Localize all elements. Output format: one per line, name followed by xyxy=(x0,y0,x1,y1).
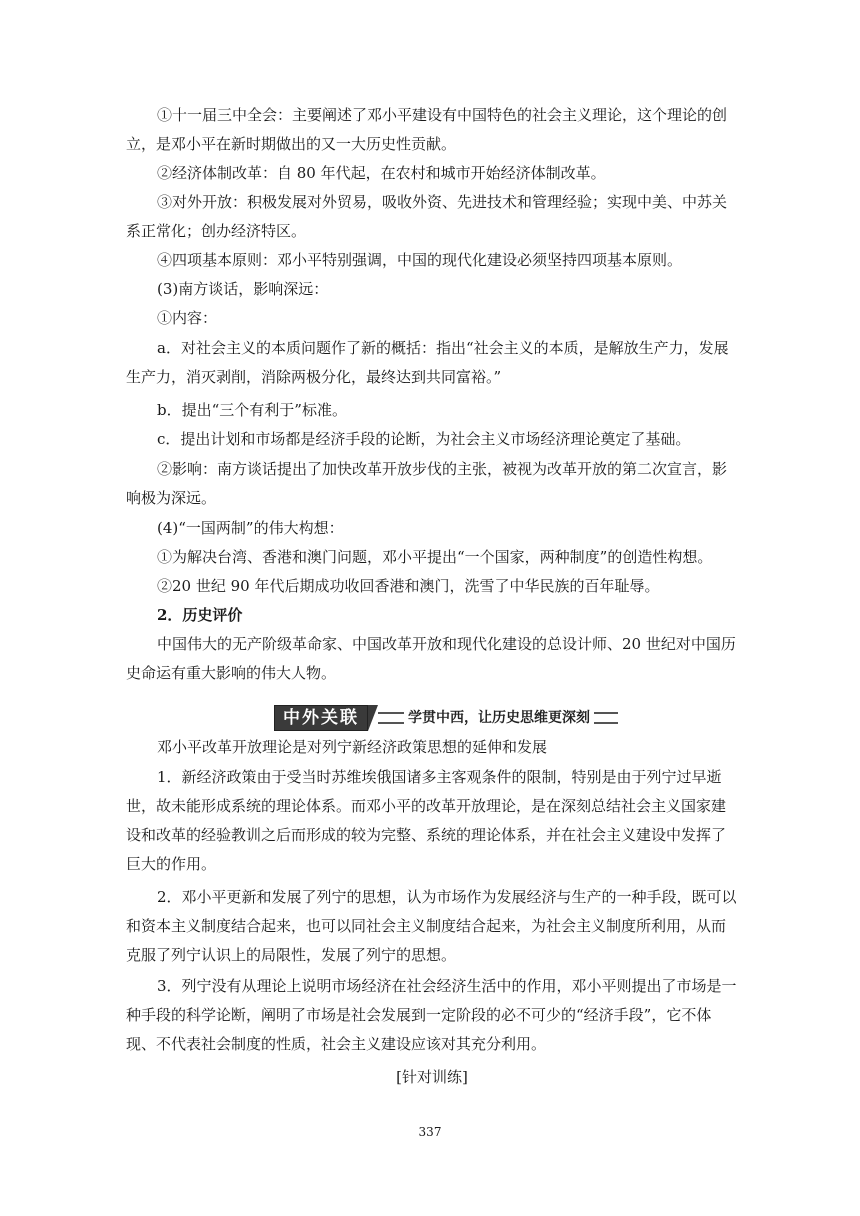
banner-subtitle: 学贯中西，让历史思维更深刻 xyxy=(404,707,594,729)
page-number: 337 xyxy=(418,1125,442,1139)
paragraph-item-b: b．提出“三个有利于”标准。 xyxy=(157,401,347,419)
banner-label: 中外关联 xyxy=(274,705,368,731)
practice-heading: [针对训练] xyxy=(396,1068,468,1086)
paragraph-point-1: 1．新经济政策由于受当时苏维埃俄国诸多主客观条件的限制，特别是由于列宁过早逝世，故未能形成系统的理论体系。而邓小平的改革开放理论，是在深刻总结社会主义国家建设和改革的经验教训之后而形成的较为完整、系统的理论体系，并在社会主义建设中发挥了巨大的作用。 xyxy=(126,768,727,873)
paragraph-one-country-two-systems-heading: (4)“一国两制”的伟大构想： xyxy=(157,519,344,537)
paragraph-item-a: a．对社会主义的本质问题作了新的概括：指出“社会主义的本质，是解放生产力，发展生产力，消灭剥削，消除两极分化，最终达到共同富裕。” xyxy=(126,339,729,386)
paragraph-third-plenum: ①十一届三中全会：主要阐述了邓小平建设有中国特色的社会主义理论，这个理论的创立，是邓小平在新时期做出的又一大历史性贡献。 xyxy=(126,106,728,153)
paragraph-opening-up: ③对外开放：积极发展对外贸易，吸收外资、先进技术和管理经验；实现中美、中苏关系正常化；创办经济特区。 xyxy=(126,193,728,240)
paragraph-southern-talks-heading: (3)南方谈话，影响深远： xyxy=(157,280,329,298)
paragraph-economic-reform: ②经济体制改革：自 80 年代起，在农村和城市开始经济体制改革。 xyxy=(157,164,606,182)
section-banner xyxy=(274,705,618,731)
paragraph-content-heading: ①内容： xyxy=(157,309,218,327)
paragraph-four-principles: ④四项基本原则：邓小平特别强调，中国的现代化建设必须坚持四项基本原则。 xyxy=(157,251,683,269)
paragraph-taiwan-hk-macau: ①为解决台湾、香港和澳门问题，邓小平提出“一个国家，两种制度”的创造性构想。 xyxy=(157,548,713,566)
paragraph-influence: ②影响：南方谈话提出了加快改革开放步伐的主张，被视为改革开放的第二次宣言，影响极为深远。 xyxy=(126,460,728,507)
paragraph-return-hk-macau: ②20 世纪 90 年代后期成功收回香港和澳门，洗雪了中华民族的百年耻辱。 xyxy=(157,577,660,595)
banner-slant-decoration xyxy=(368,705,378,731)
paragraph-point-3: 3．列宁没有从理论上说明市场经济在社会经济生活中的作用，邓小平则提出了市场是一种手段的科学论断，阐明了市场是社会发展到一定阶段的必不可少的“经济手段”，它不体现、不代表社会制度的性质，社会主义建设应该对其充分利用。 xyxy=(126,977,737,1053)
paragraph-point-2: 2．邓小平更新和发展了列宁的思想，认为市场作为发展经济与生产的一种手段，既可以和资本主义制度结合起来，也可以同社会主义制度结合起来，为社会主义制度所利用，从而克服了列宁认识上的局限性，发展了列宁的思想。 xyxy=(126,888,737,964)
section-title: 邓小平改革开放理论是对列宁新经济政策思想的延伸和发展 xyxy=(157,738,548,756)
paragraph-evaluation: 中国伟大的无产阶级革命家、中国改革开放和现代化建设的总设计师、20 世纪对中国历史命运有重大影响的伟大人物。 xyxy=(126,635,736,682)
paragraph-item-c: c．提出计划和市场都是经济手段的论断，为社会主义市场经济理论奠定了基础。 xyxy=(157,430,691,448)
heading-historical-evaluation: 2．历史评价 xyxy=(157,606,243,624)
